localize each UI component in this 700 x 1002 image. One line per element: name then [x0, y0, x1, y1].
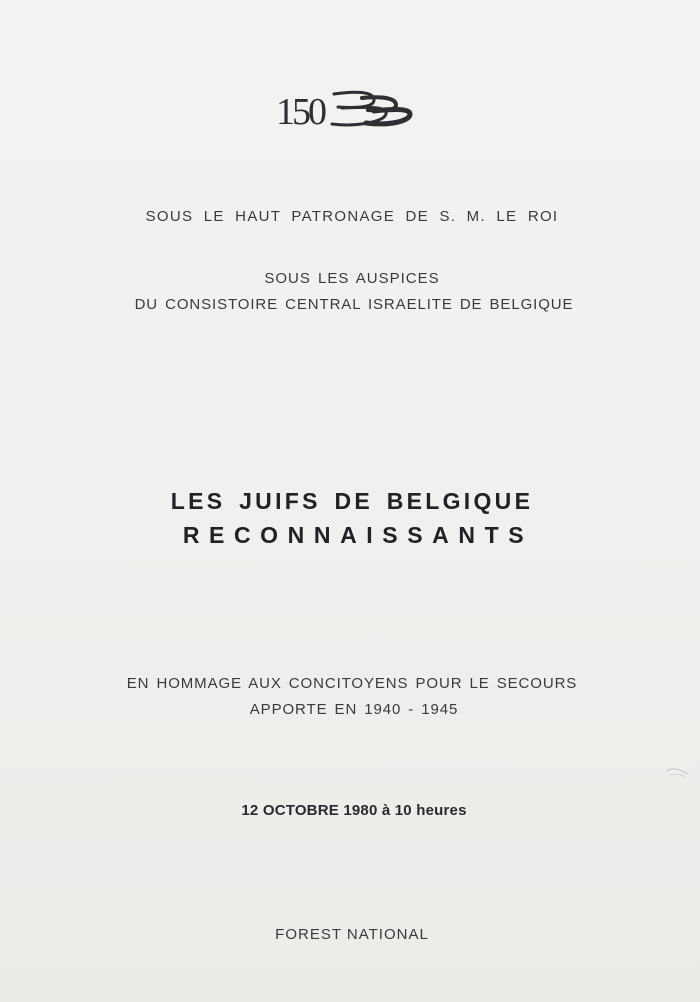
royal-patronage-line: SOUS LE HAUT PATRONAGE DE S. M. LE ROI	[145, 208, 559, 225]
logo-number: 150	[276, 91, 324, 132]
event-venue: FOREST NATIONAL	[275, 926, 429, 943]
title-line-2: RECONNAISSANTS	[182, 522, 534, 548]
event-date: 12 OCTOBRE 1980 à 10 heures	[241, 802, 467, 819]
logo-150-icon	[274, 86, 414, 132]
auspices-line-2: DU CONSISTOIRE CENTRAL ISRAELITE DE BELGIQUE	[134, 296, 574, 313]
title-line-1: LES JUIFS DE BELGIQUE	[170, 488, 534, 514]
anniversary-logo	[274, 86, 414, 132]
auspices-line-1: SOUS LES AUSPICES	[264, 270, 440, 287]
paper-mark-icon	[664, 765, 690, 779]
dedication-line-2: APPORTE EN 1940 - 1945	[249, 701, 459, 718]
dedication-line-1: EN HOMMAGE AUX CONCITOYENS POUR LE SECOURS	[126, 675, 578, 692]
logo-swoosh-icon	[332, 92, 410, 125]
